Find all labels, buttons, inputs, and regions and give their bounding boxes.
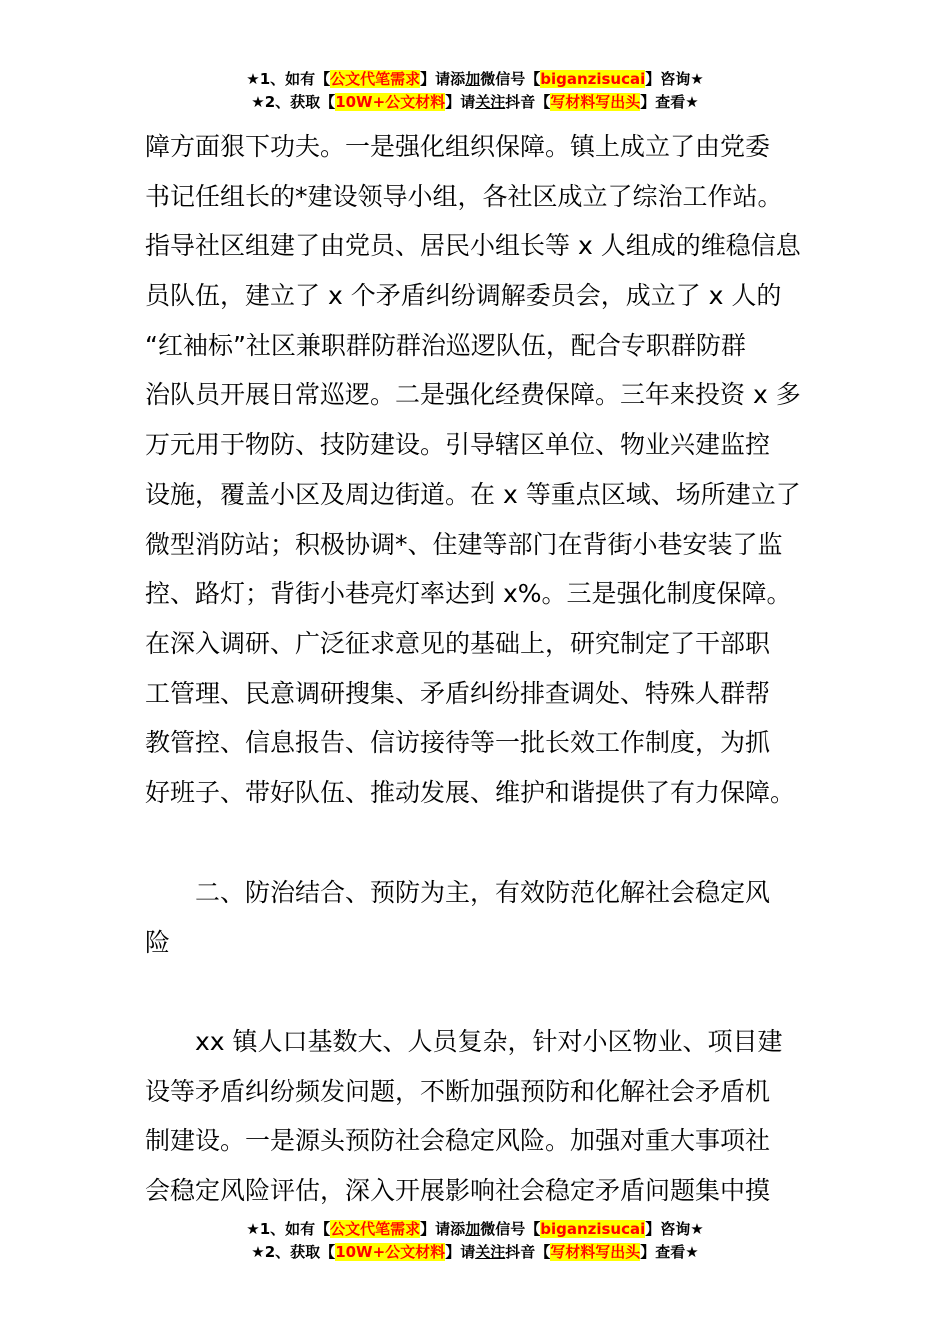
banner-text: 】查看★ — [640, 1243, 699, 1261]
text-line: 书记任组长的*建设领导小组，各社区成立了综治工作站。 — [145, 181, 783, 211]
banner-text: ★2、获取【 — [251, 1243, 336, 1261]
text-line: 障方面狠下功夫。一是强化组织保障。镇上成立了由党委 — [145, 132, 771, 161]
highlight-materials: 10W+公文材料 — [335, 93, 446, 111]
banner-text: ★1、如有【 — [246, 1220, 331, 1238]
text-line: 万元用于物防、技防建设。引导辖区单位、物业兴建监控 — [145, 430, 771, 460]
text-line: 设等矛盾纠纷频发问题，不断加强预防和化解社会矛盾机 — [145, 1076, 771, 1106]
section-heading — [145, 868, 810, 967]
banner-text: 】咨询★ — [645, 1220, 704, 1238]
underline-text: 关注 — [475, 93, 506, 111]
banner-text: 微信号【 — [480, 70, 541, 88]
banner-text: 】请添 — [420, 70, 466, 88]
banner-line-2 — [0, 91, 950, 114]
banner-text: 抖音【 — [505, 1243, 551, 1261]
highlight-service: 公文代笔需求 — [330, 70, 421, 88]
paragraph-security-guarantee — [145, 122, 810, 818]
text-line: 员队伍，建立了 x 个矛盾纠纷调解委员会，成立了 x 人的 — [145, 281, 782, 311]
banner-text: ★2、获取【 — [251, 93, 336, 111]
banner-text: 】请添 — [420, 1220, 466, 1238]
highlight-douyin: 写材料写出头 — [550, 93, 641, 111]
text-line: xx 镇人口基数大、人员复杂，针对小区物业、项目建 — [145, 1027, 783, 1056]
text-line: 制建设。一是源头预防社会稳定风险。加强对重大事项社 — [145, 1126, 771, 1156]
text-line: 指导社区组建了由党员、居民小组长等 x 人组成的维稳信息 — [145, 231, 801, 261]
underline-text: 加 — [465, 70, 481, 88]
banner-line-2 — [0, 1241, 950, 1264]
banner-line-1 — [0, 1218, 950, 1241]
banner-text: 】请 — [445, 1243, 476, 1261]
text-line: 微型消防站；积极协调*、住建等部门在背街小巷安装了监 — [145, 529, 783, 559]
banner-text: 抖音【 — [505, 93, 551, 111]
banner-text: 】查看★ — [640, 93, 699, 111]
text-line: 设施，覆盖小区及周边街道。在 x 等重点区域、场所建立了 — [145, 479, 801, 509]
banner-text: 微信号【 — [480, 1220, 541, 1238]
underline-text: 加 — [465, 1220, 481, 1238]
highlight-service: 公文代笔需求 — [330, 1220, 421, 1238]
banner-text: 】咨询★ — [645, 70, 704, 88]
banner-line-1 — [0, 68, 950, 91]
banner-text: 】请 — [445, 93, 476, 111]
paragraph-risk-prevention — [145, 1017, 810, 1216]
text-line: 在深入调研、广泛征求意见的基础上，研究制定了干部职 — [145, 628, 771, 658]
text-line: “红袖标”社区兼职群防群治巡逻队伍，配合专职群防群 — [145, 330, 746, 360]
heading-line: 二、防治结合、预防为主，有效防范化解社会稳定风 — [145, 878, 771, 907]
highlight-wechat-id: biganzisucai — [540, 1220, 646, 1238]
underline-text: 关注 — [475, 1243, 506, 1261]
banner-text: ★1、如有【 — [246, 70, 331, 88]
highlight-douyin: 写材料写出头 — [550, 1243, 641, 1261]
text-line: 控、路灯；背街小巷亮灯率达到 x%。三是强化制度保障。 — [145, 579, 792, 609]
text-line: 好班子、带好队伍、推动发展、维护和谐提供了有力保障。 — [145, 777, 796, 807]
text-line: 工管理、民意调研搜集、矛盾纠纷排查调处、特殊人群帮 — [145, 678, 771, 708]
text-line: 治队员开展日常巡逻。二是强化经费保障。三年来投资 x 多 — [145, 380, 801, 410]
heading-line: 险 — [145, 927, 171, 957]
text-line: 教管控、信息报告、信访接待等一批长效工作制度，为抓 — [145, 728, 771, 758]
highlight-wechat-id: biganzisucai — [540, 70, 646, 88]
header-banner — [0, 68, 950, 114]
footer-banner — [0, 1218, 950, 1264]
text-line: 会稳定风险评估，深入开展影响社会稳定矛盾问题集中摸 — [145, 1176, 771, 1206]
highlight-materials: 10W+公文材料 — [335, 1243, 446, 1261]
